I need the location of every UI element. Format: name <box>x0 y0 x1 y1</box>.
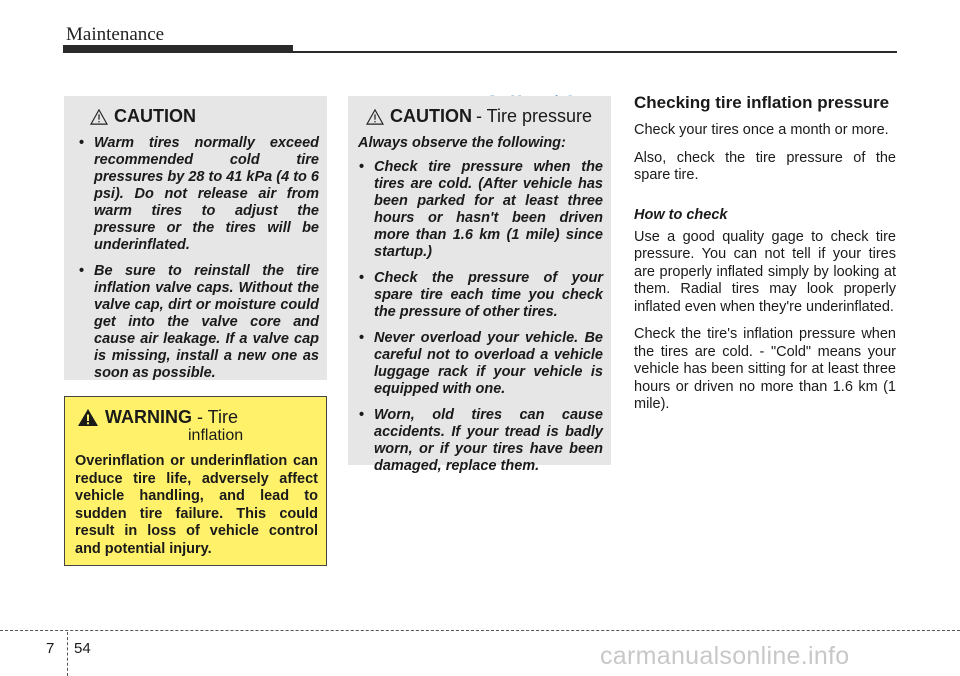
section-heading: Checking tire inflation pressure <box>634 93 890 112</box>
caution-bullet: • Never overload your vehicle. Be careful not to overload a vehicle luggage rack if your vehicle is equipped with one. <box>358 330 603 398</box>
site-watermark: carmanualsonline.info <box>600 642 850 670</box>
caution-bullet: • Be sure to reinstall the tire inflation valve caps. Without the valve cap, dirt or moisture could get into the valve core and cause air leakage. If a valve cap is missing, install a new one as soon as possible. <box>78 263 319 382</box>
caution-bullet: • Check tire pressure when the tires are cold. (After vehicle has been parked for at least three hours or hasn't been driven more than 1.6 km (1 mile) since startup.) <box>358 159 603 261</box>
footer-page-divider <box>67 632 68 676</box>
caution-heading <box>366 106 603 127</box>
chapter-number: 7 <box>46 640 55 657</box>
caution-bullet-list <box>358 159 603 475</box>
header-rule <box>63 51 897 53</box>
caution-title: CAUTION <box>114 106 196 126</box>
body-paragraph: Also, check the tire pressure of the spare tire. <box>634 149 896 183</box>
caution-heading <box>90 106 319 127</box>
body-paragraph: Check the tire's inflation pressure when the tires are cold. - "Cold" means your vehicle has been sitting for at least three hours or driven no more than 1.6 km (1 mile). <box>634 326 896 412</box>
caution-bullet: • Warm tires normally exceed recommended cold tire pressures by 28 to 41 kPa (4 to 6 psi). Do not release air from warm tires to adjust the pressure or the tires will be underinflated. <box>78 135 319 254</box>
footer-divider <box>0 630 960 631</box>
warning-box-tire-inflation <box>64 396 327 566</box>
warning-body: Overinflation or underinflation can reduce tire life, adversely affect vehicle handling, and lead to sudden tire failure. This could result in loss of vehicle control and potential injury. <box>75 453 318 557</box>
page-number: 54 <box>74 640 91 657</box>
warning-heading <box>77 407 318 427</box>
subsection-heading: How to check <box>634 206 728 223</box>
section-title: Maintenance <box>66 24 165 45</box>
caution-bullet: • Check the pressure of your spare tire each time you check the pressure of other tires. <box>358 270 603 321</box>
caution-triangle-icon <box>90 109 108 125</box>
warning-title: WARNING <box>105 407 192 427</box>
caution-box-warm-tires <box>64 96 327 380</box>
caution-bullet-list <box>78 135 319 382</box>
body-paragraph: Use a good quality gage to check tire pressure. You can not tell if your tires are properly inflated simply by looking at them. Radial tires may look properly inflated even when they're underinflated. <box>634 228 896 315</box>
body-paragraph: Check your tires once a month or more. <box>634 122 889 138</box>
warning-triangle-icon <box>77 408 99 427</box>
caution-bullet: • Worn, old tires can cause accidents. If your tread is badly worn, or if your tires have been damaged, replace them. <box>358 407 603 475</box>
caution-subtitle: - Tire pressure <box>476 106 593 126</box>
caution-intro: Always observe the following: <box>358 135 566 151</box>
warning-subtitle: - Tire <box>197 407 239 427</box>
tire-inflation-section <box>634 94 896 414</box>
warning-subtitle-continued: inflation <box>188 427 244 444</box>
caution-triangle-icon <box>366 109 384 125</box>
caution-box-tire-pressure <box>348 96 611 474</box>
caution-title: CAUTION <box>390 106 472 126</box>
